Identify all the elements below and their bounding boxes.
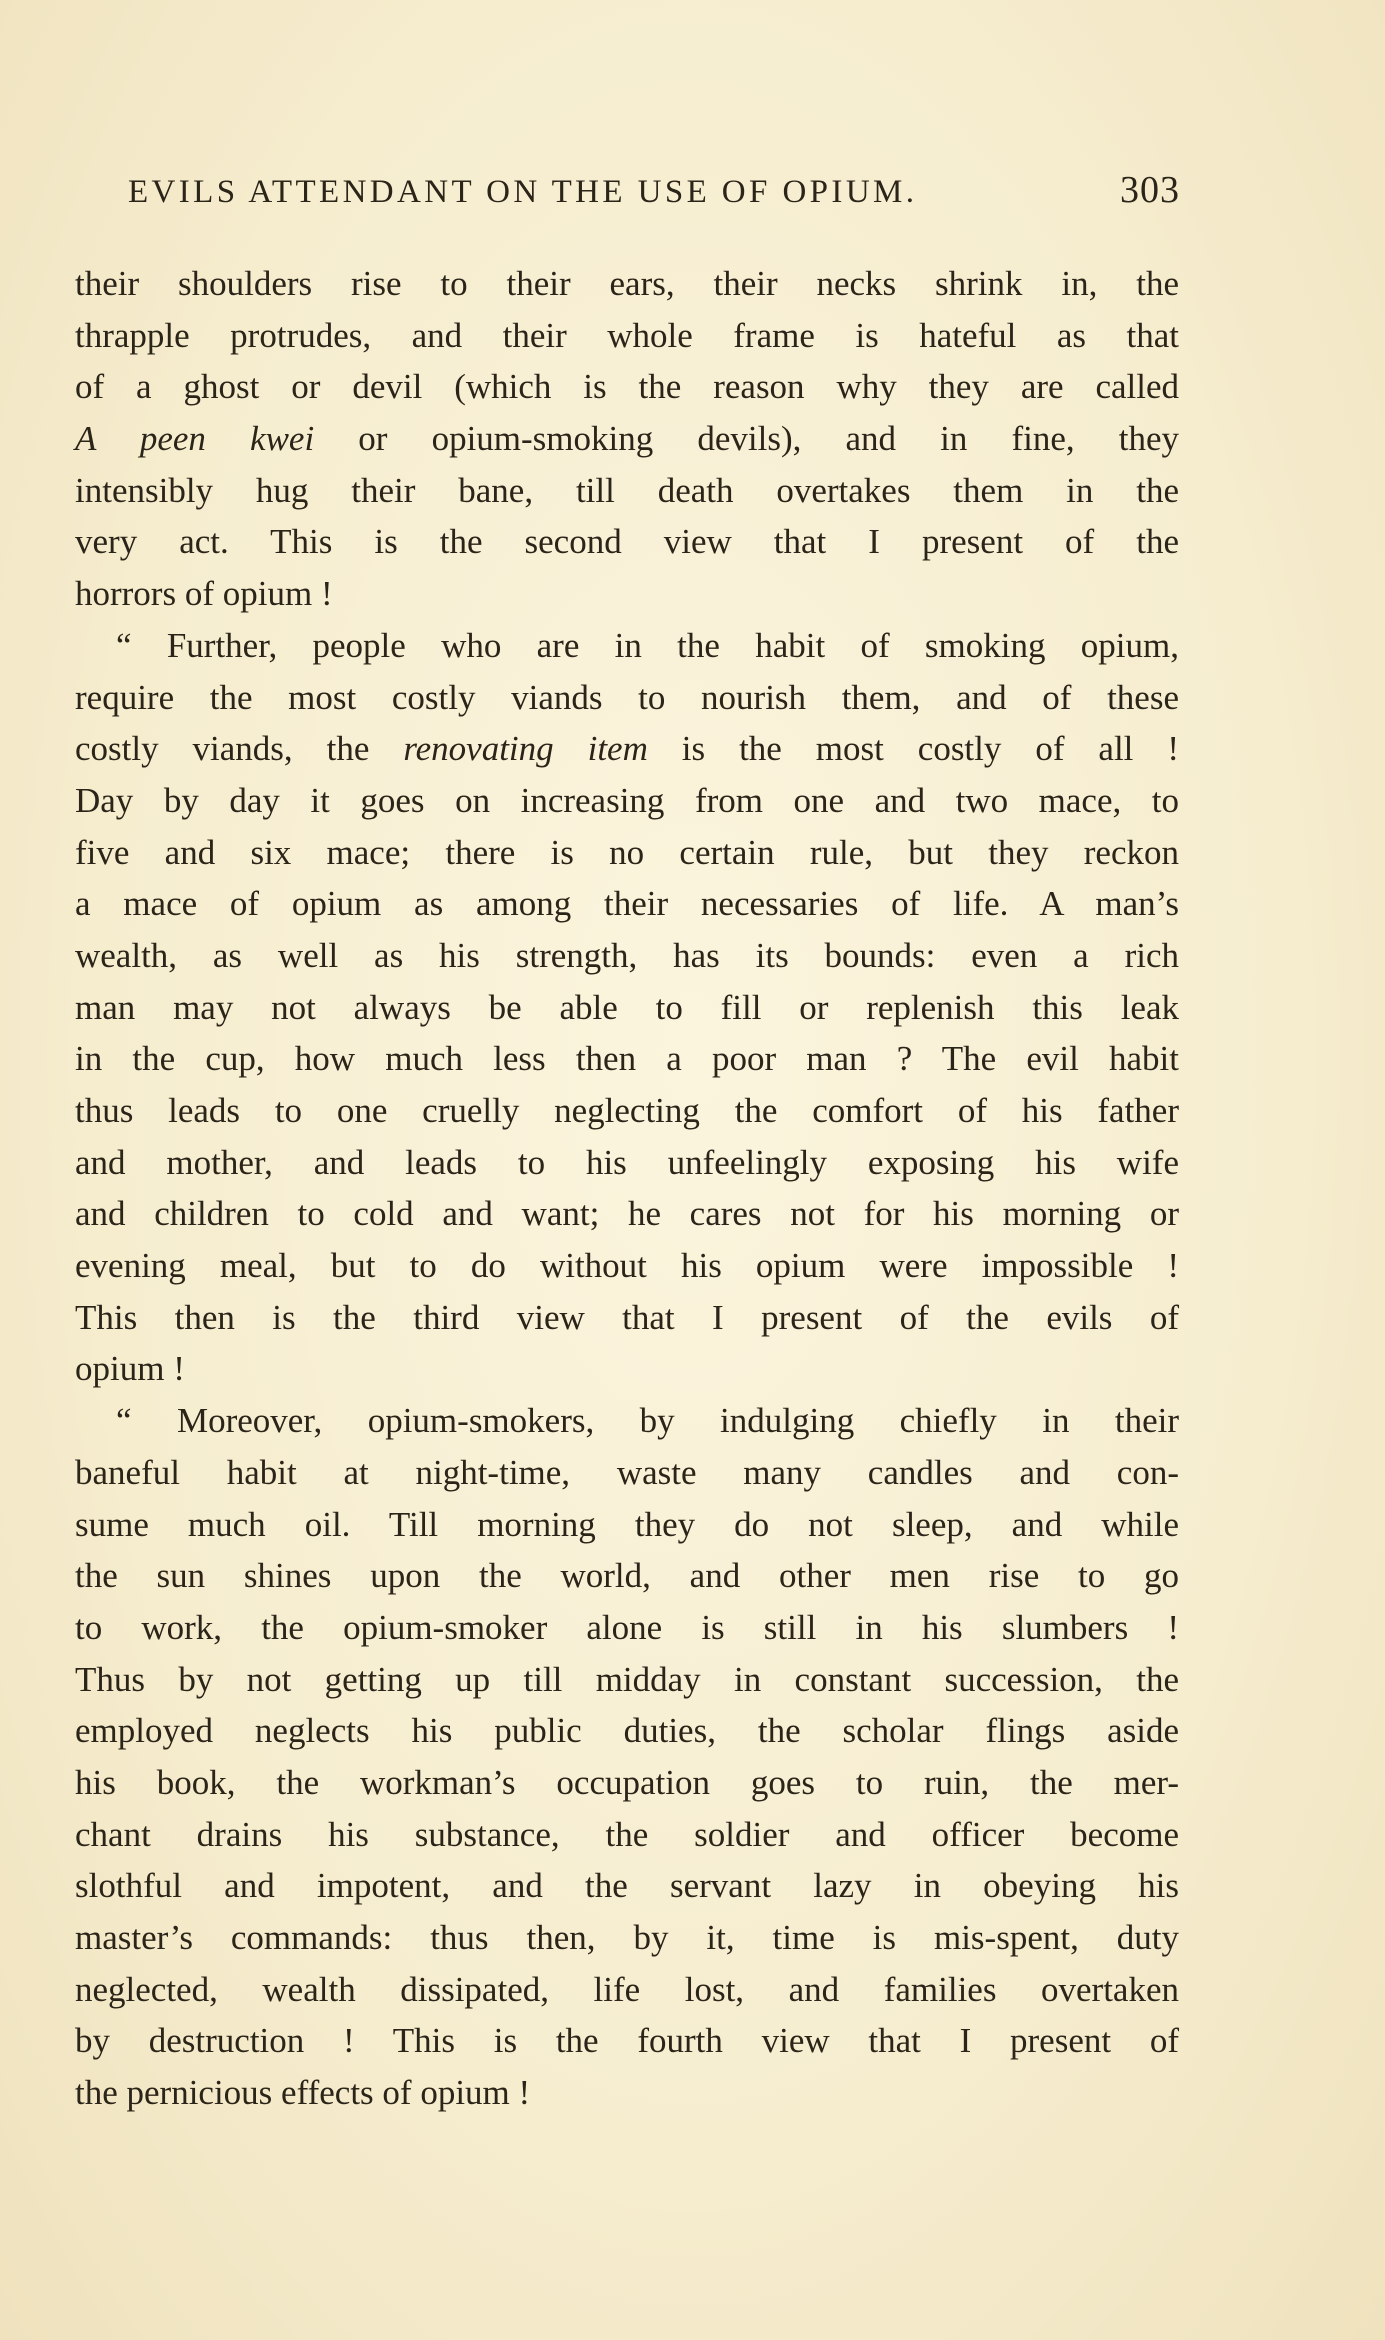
text-segment: of a ghost or devil (which is the reason why they are called bbox=[75, 367, 1179, 407]
text-segment: require the most costly viands to nourish them, and of these bbox=[75, 677, 1179, 717]
text-line bbox=[75, 878, 1179, 930]
text-line bbox=[75, 1137, 1179, 1189]
text-segment: their shoulders rise to their ears, their necks shrink in, the bbox=[75, 264, 1179, 303]
text-segment: evening meal, but to do without his opium were impossible ! bbox=[75, 1246, 1179, 1286]
text-segment: neglected, wealth dissipated, life lost, and families overtaken bbox=[75, 1969, 1179, 2009]
text-line bbox=[75, 258, 1179, 310]
text-line bbox=[75, 310, 1179, 362]
text-line bbox=[75, 1912, 1179, 1964]
italic-text: A peen kwei bbox=[75, 419, 315, 459]
text-segment: and mother, and leads to his unfeelingly exposing his wife bbox=[75, 1142, 1179, 1182]
text-segment: or opium-smoking devils), and in fine, they bbox=[314, 419, 1179, 459]
text-line bbox=[75, 1188, 1179, 1240]
text-segment: master’s commands: thus then, by it, time is mis-spent, duty bbox=[75, 1918, 1179, 1957]
text-segment: This then is the third view that I present of the evils of bbox=[75, 1297, 1179, 1337]
text-line bbox=[75, 1240, 1179, 1292]
text-line bbox=[75, 775, 1179, 827]
text-line bbox=[75, 1395, 1179, 1447]
text-segment: a mace of opium as among their necessaries of life. A man’s bbox=[75, 884, 1179, 924]
text-segment: the pernicious effects of opium ! bbox=[75, 2073, 531, 2113]
text-segment: employed neglects his public duties, the scholar flings aside bbox=[75, 1711, 1179, 1751]
text-line bbox=[75, 1654, 1179, 1706]
text-line bbox=[75, 620, 1179, 672]
text-segment: costly viands, the bbox=[75, 729, 404, 769]
text-segment: to work, the opium-smoker alone is still in his slumbers ! bbox=[75, 1607, 1179, 1647]
running-head-title: EVILS ATTENDANT ON THE USE OF OPIUM. bbox=[128, 174, 918, 210]
text-line bbox=[75, 827, 1179, 879]
text-segment: his book, the workman’s occupation goes to ruin, the mer- bbox=[75, 1762, 1179, 1802]
text-segment: baneful habit at night-time, waste many candles and con- bbox=[75, 1452, 1179, 1492]
text-segment: and children to cold and want; he cares not for his morning or bbox=[75, 1194, 1179, 1234]
text-segment: intensibly hug their bane, till death overtakes them in the bbox=[75, 470, 1179, 510]
text-line bbox=[75, 723, 1179, 775]
text-line bbox=[75, 1705, 1179, 1757]
text-line bbox=[75, 2015, 1179, 2067]
text-segment: man may not always be able to fill or replenish this leak bbox=[75, 987, 1179, 1027]
text-line bbox=[75, 1602, 1179, 1654]
text-segment: “ Further, people who are in the habit of smoking opium, bbox=[116, 625, 1179, 665]
text-segment: sume much oil. Till morning they do not sleep, and while bbox=[75, 1504, 1179, 1544]
italic-text: renovating item bbox=[403, 729, 648, 769]
text-segment: five and six mace; there is no certain rule, but they reckon bbox=[75, 832, 1179, 872]
text-segment: the sun shines upon the world, and other men rise to go bbox=[75, 1556, 1179, 1596]
text-segment: opium ! bbox=[75, 1349, 185, 1389]
text-line bbox=[75, 465, 1179, 517]
text-line bbox=[75, 1292, 1179, 1344]
text-segment: slothful and impotent, and the servant lazy in obeying his bbox=[75, 1866, 1179, 1906]
text-line bbox=[75, 568, 1179, 620]
text-line bbox=[75, 413, 1179, 465]
text-segment: chant drains his substance, the soldier and officer become bbox=[75, 1814, 1179, 1854]
text-line bbox=[75, 1757, 1179, 1809]
page-number: 303 bbox=[1120, 169, 1180, 211]
text-segment: by destruction ! This is the fourth view that I present of bbox=[75, 2021, 1179, 2061]
text-segment: is the most costly of all ! bbox=[647, 729, 1179, 769]
text-line bbox=[75, 1860, 1179, 1912]
text-line bbox=[75, 1033, 1179, 1085]
text-line bbox=[75, 672, 1179, 724]
text-line bbox=[75, 1809, 1179, 1861]
text-line bbox=[75, 930, 1179, 982]
text-segment: “ Moreover, opium-smokers, by indulging chiefly in their bbox=[116, 1401, 1179, 1441]
text-line bbox=[75, 361, 1179, 413]
text-segment: wealth, as well as his strength, has its bounds: even a rich bbox=[75, 935, 1179, 975]
text-line bbox=[75, 2067, 1179, 2119]
text-segment: horrors of opium ! bbox=[75, 574, 333, 614]
text-line bbox=[75, 1499, 1179, 1551]
body-text bbox=[75, 258, 1179, 2119]
text-segment: thus leads to one cruelly neglecting the comfort of his father bbox=[75, 1091, 1179, 1130]
text-line bbox=[75, 1085, 1179, 1137]
text-line bbox=[75, 1343, 1179, 1395]
text-line bbox=[75, 516, 1179, 568]
text-line bbox=[75, 1550, 1179, 1602]
text-segment: Day by day it goes on increasing from one and two mace, to bbox=[75, 780, 1179, 820]
text-segment: thrapple protrudes, and their whole frame is hateful as that bbox=[75, 315, 1179, 355]
running-head bbox=[128, 168, 1180, 212]
text-line bbox=[75, 1447, 1179, 1499]
text-line bbox=[75, 982, 1179, 1034]
text-segment: Thus by not getting up till midday in constant succession, the bbox=[75, 1659, 1179, 1699]
text-segment: in the cup, how much less then a poor man ? The evil habit bbox=[75, 1039, 1179, 1079]
text-segment: very act. This is the second view that I present of the bbox=[75, 522, 1179, 562]
text-line bbox=[75, 1964, 1179, 2016]
